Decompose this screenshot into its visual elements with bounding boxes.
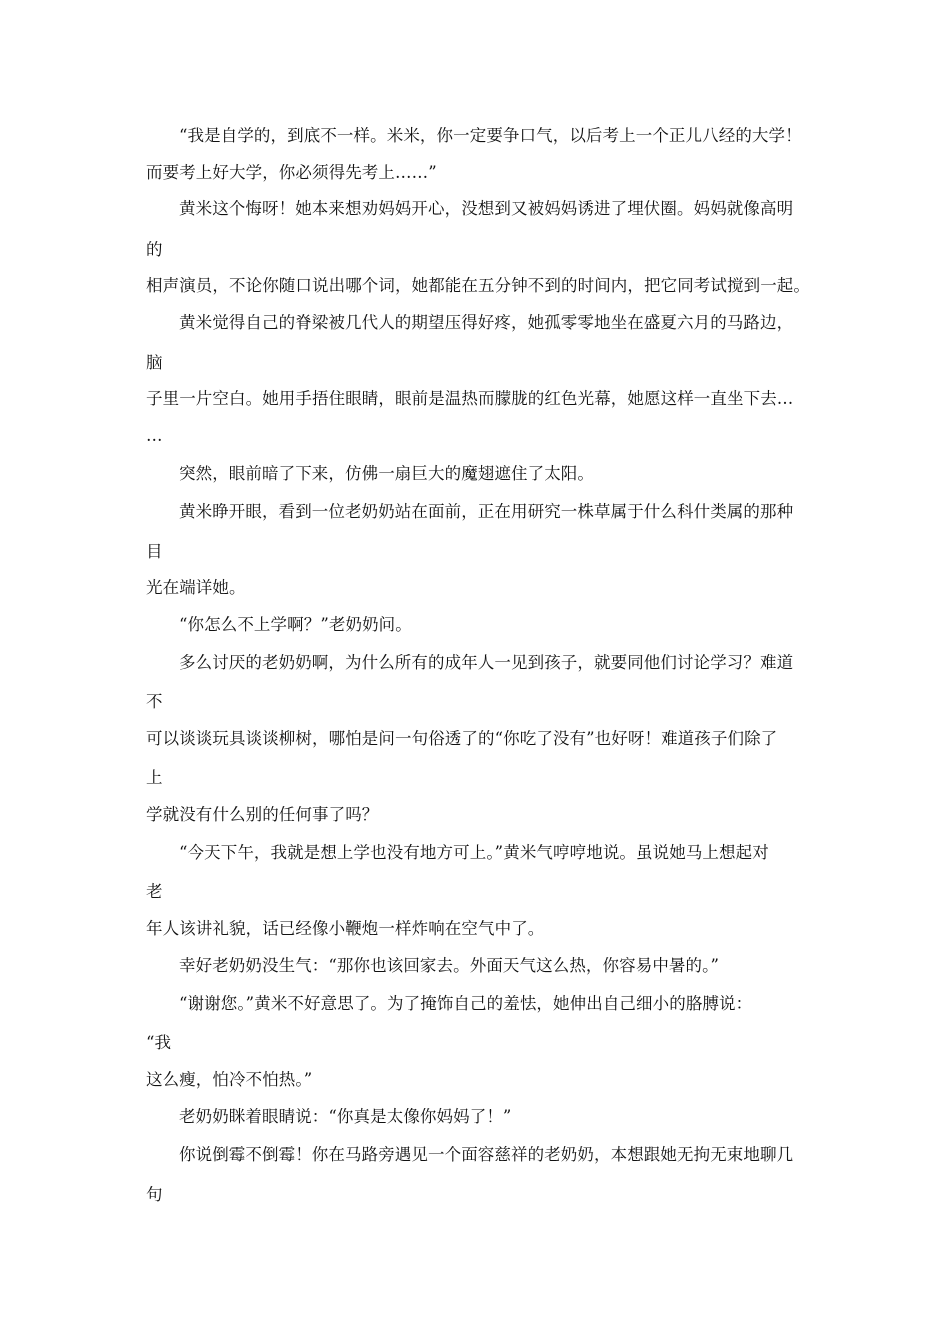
text-line: 光在端详她。 <box>146 578 246 597</box>
text-line: 相声演员，不论你随口说出哪个词，她都能在五分钟不到的时间内，把它同考试搅到一起。 <box>146 276 810 295</box>
text-line: 你说倒霉不倒霉！你在马路旁遇见一个面容慈祥的老奶奶，本想跟她无拘无束地聊几 <box>179 1145 794 1164</box>
text-line: 多么讨厌的老奶奶啊，为什么所有的成年人一见到孩子，就要同他们讨论学习？难道 <box>179 653 794 672</box>
text-line: 黄米睁开眼，看到一位老奶奶站在面前，正在用研究一株草属于什么科什类属的那种 <box>179 502 794 521</box>
text-line: “我 <box>146 1033 172 1052</box>
text-line: 年人该讲礼貌，话已经像小鞭炮一样炸响在空气中了。 <box>146 919 545 938</box>
text-line: 老奶奶眯着眼睛说：“你真是太像你妈妈了！” <box>179 1107 512 1126</box>
text-line: 而要考上好大学，你必须得先考上……” <box>146 163 437 182</box>
text-line: 句 <box>146 1185 163 1204</box>
text-line: 脑 <box>146 353 163 372</box>
text-line: 幸好老奶奶没生气：“那你也该回家去。外面天气这么热，你容易中暑的。” <box>179 956 720 975</box>
text-line: … <box>146 426 163 445</box>
text-line: 不 <box>146 692 163 711</box>
text-line: 黄米觉得自己的脊梁被几代人的期望压得好疼，她孤零零地坐在盛夏六月的马路边， <box>179 313 794 332</box>
text-line: 子里一片空白。她用手捂住眼睛，眼前是温热而朦胧的红色光幕，她愿这样一直坐下去… <box>146 389 794 408</box>
text-line: 这么瘦，怕冷不怕热。” <box>146 1070 313 1089</box>
text-line: 老 <box>146 882 163 901</box>
text-line: 黄米这个悔呀！她本来想劝妈妈开心，没想到又被妈妈诱进了埋伏圈。妈妈就像高明 <box>179 199 794 218</box>
text-line: 的 <box>146 240 163 259</box>
text-line: “谢谢您。”黄米不好意思了。为了掩饰自己的羞怯，她伸出自己细小的胳膊说： <box>179 994 753 1013</box>
text-line: 突然，眼前暗了下来，仿佛一扇巨大的魔翅遮住了太阳。 <box>179 464 594 483</box>
text-line: 上 <box>146 768 163 787</box>
text-line: 可以谈谈玩具谈谈柳树，哪怕是问一句俗透了的“你吃了没有”也好呀！难道孩子们除了 <box>146 729 778 748</box>
text-line: 目 <box>146 542 163 561</box>
text-line: “今天下午，我就是想上学也没有地方可上。”黄米气哼哼地说。虽说她马上想起对 <box>179 843 769 862</box>
text-line: 学就没有什么别的任何事了吗？ <box>146 805 379 824</box>
text-line: “我是自学的，到底不一样。米米，你一定要争口气，以后考上一个正儿八经的大学！ <box>179 126 802 145</box>
text-line: “你怎么不上学啊？”老奶奶问。 <box>179 615 412 634</box>
